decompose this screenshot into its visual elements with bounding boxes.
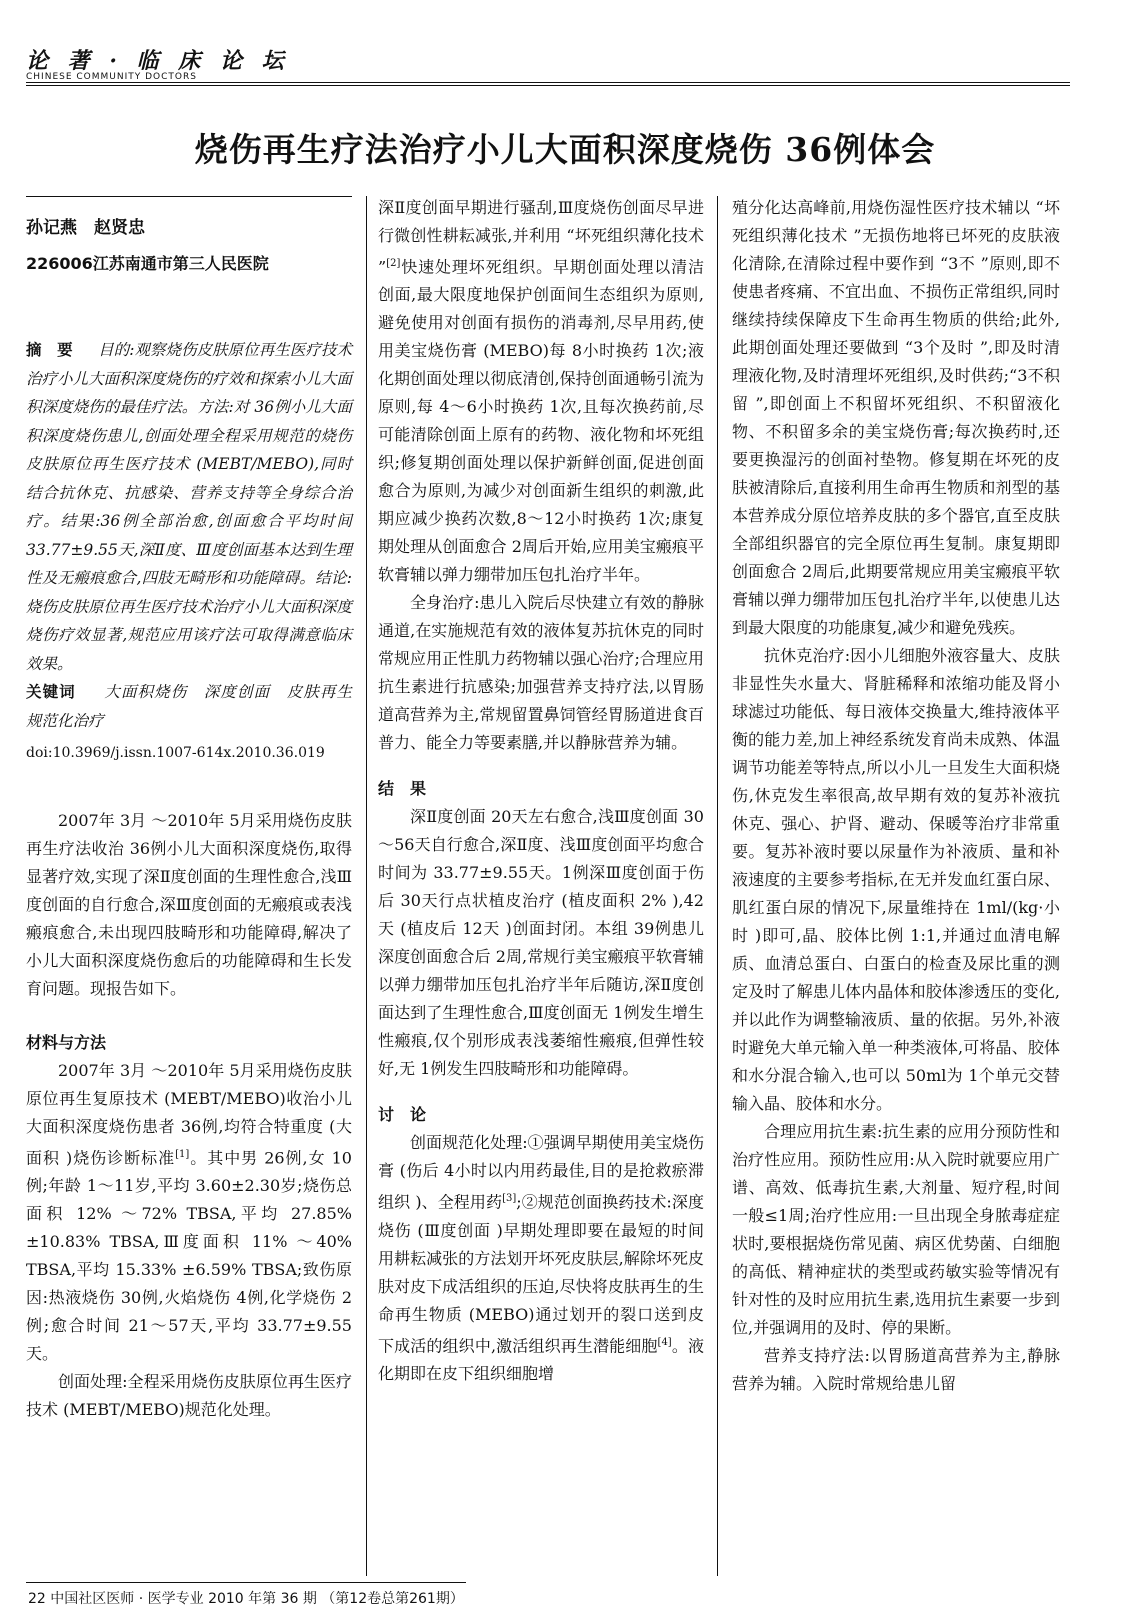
page-footer: 22 中国社区医师 · 医学专业 2010 年第 36 期 （第12卷总第261期） <box>28 1591 464 1607</box>
doi: doi:10.3969/j.issn.1007-614x.2010.36.019 <box>26 745 325 761</box>
abstract-label: 摘 要 <box>26 341 73 359</box>
intro-paragraph: 2007年 3月 ～2010年 5月采用烧伤皮肤再生疗法收治 36例小儿大面积深度烧伤,取得显著疗效,实现了深Ⅱ度创面的生理性愈合,浅Ⅲ度创面的自行愈合,深Ⅲ度创面的无瘢痕或表浅瘢痕愈合,未出现四肢畸形和功能障碍,解决了小儿大面积深度烧伤愈后的功能障碍和生长发育问题。现报告如下。 <box>26 811 352 998</box>
discussion-text-a: 创面规范化处理:①强调早期使用美宝烧伤膏 (伤后 4小时以内用药最佳,目的是抢救瘀滞组织 )、全程用药 <box>378 1133 704 1212</box>
section-title: 论 著 · 临 床 论 坛 <box>26 48 290 74</box>
materials-text-b: 。其中男 26例,女 10例;年龄 1～11岁,平均 3.60±2.30岁;烧伤总面积 12% ～72% TBSA,平均 27.85% ±10.83% TBSA,Ⅲ度面积 11% ～40% TBSA,平均 15.33% ±6.59% TBSA;致伤原因:热液烧伤 30例,火焰烧伤 4例,化学烧伤 2例;愈合时间 21～57天,平均 33.77±9.55天。 <box>26 1148 352 1364</box>
wound-paragraph-cont <box>378 194 704 589</box>
authors: 孙记燕 赵贤忠 <box>26 218 145 238</box>
journal-name-en: CHINESE COMMUNITY DOCTORS <box>26 72 197 82</box>
column-rule-2 <box>717 196 718 1576</box>
wound-text-a: 深Ⅱ度创面早期进行骚刮,Ⅲ度烧伤创面尽早进行微创性耕耘减张,并利用 “坏死组织薄化技术 ” <box>378 198 704 277</box>
materials-paragraph <box>26 1057 352 1368</box>
ref-4[interactable]: [4] <box>657 1336 672 1348</box>
nutrition-paragraph: 营养支持疗法:以胃肠道高营养为主,静脉营养为辅。入院时常规给患儿留 <box>732 1346 1060 1393</box>
ref-2[interactable]: [2] <box>386 258 401 269</box>
anti-shock-paragraph: 抗休克治疗:因小儿细胞外液容量大、皮肤非显性失水量大、肾脏稀释和浓缩功能及肾小球滤过功能低、每日液体交换量大,维持液体平衡的能力差,加上神经系统发育尚未成熟、体温调节功能差等特点,所以小儿一旦发生大面积烧伤,休克发生率很高,故早期有效的复苏补液抗休克、强心、护肾、避动、保暖等治疗非常重要。复苏补液时要以尿量作为补液质、量和补液速度的主要参考指标,在无并发血红蛋白尿、肌红蛋白尿的情况下,尿量维持在 1ml/(kg·小时 )即可,晶、胶体比例 1:1,并通过血清电解质、血清总蛋白、白蛋白的检查及尿比重的测定及时了解患儿体内晶体和胶体渗透压的变化,并以此作为调整输液质、量的依据。另外,补液时避免大单元输入单一种类液体,可将晶、胶体和水分混合输入,也可以 50ml为 1个单元交替输入晶、胶体和水分。 <box>732 646 1060 1113</box>
materials-text-a: 2007年 3月 ～2010年 5月采用烧伤皮肤原位再生复原技术 (MEBT/MEBO)收治小儿大面积深度烧伤患者 36例,均符合特重度 (大面积 )烧伤诊断标准 <box>26 1061 352 1168</box>
header-rule-2 <box>26 85 1070 86</box>
discussion-paragraph <box>378 1129 704 1388</box>
footer-rule <box>26 1582 466 1583</box>
column-rule-1 <box>366 196 367 1576</box>
keywords-text: 大面积烧伤 深度创面 皮肤再生 规范化治疗 <box>26 683 368 730</box>
header-rule <box>26 82 1070 83</box>
liquefaction-paragraph: 殖分化达高峰前,用烧伤湿性医疗技术辅以 “坏死组织薄化技术 ”无损伤地将已坏死的皮肤液化清除,在清除过程中要作到 “3不 ”原则,即不使患者疼痛、不宜出血、不损伤正常组织,同时继续持续保障皮下生命再生物质的供给;此外,此期创面处理还要做到 “3个及时 ”,即及时清理液化物,及时清理坏死组织,及时供药;“3不积留 ”,即创面上不积留坏死组织、不积留液化物、不积留多余的美宝烧伤膏;每次换药时,还要更换湿污的创面衬垫物。修复期在坏死的皮肤被清除后,直接利用生命再生物质和剂型的基本营养成分原位培养皮肤的多个器官,直至皮肤全部组织器官的完全原位再生复制。康复期即创面愈合 2周后,此期要常规应用美宝瘢痕平软膏辅以弹力绷带加压包扎治疗半年,以使患儿达到最大限度的功能康复,减少和避免残疾。 <box>732 198 1060 637</box>
column-3 <box>732 194 1060 1398</box>
discussion-heading: 讨 论 <box>378 1105 427 1125</box>
discussion-text-b: ;②规范创面换药技术:深度烧伤 (Ⅲ度创面 )早期处理即要在最短的时间用耕耘减张的方法划开坏死皮肤层,解除坏死皮肤对皮下成活组织的压迫,尽快将皮肤再生的生命再生物质 (MEBO)通过划开的裂口送到皮下成活的组织中,激活组织再生潜能细胞 <box>378 1192 704 1355</box>
antibiotics-paragraph: 合理应用抗生素:抗生素的应用分预防性和治疗性应用。预防性应用:从入院时就要应用广谱、高效、低毒抗生素,大剂量、短疗程,时间一般≤1周;治疗性应用:一旦出现全身脓毒症症状时,要根据烧伤常见菌、病区优势菌、白细胞的高低、精神症状的类型或药敏实验等情况有针对性的及时应用抗生素,选用抗生素要一步到位,并强调用的及时、停的果断。 <box>732 1122 1060 1337</box>
abstract <box>26 336 352 678</box>
results-paragraph: 深Ⅱ度创面 20天左右愈合,浅Ⅲ度创面 30～56天自行愈合,深Ⅱ度、浅Ⅲ度创面平均愈合时间为 33.77±9.55天。1例深Ⅲ度创面于伤后 30天行点状植皮治疗 (植皮面积 2% ),42天 (植皮后 12天 )创面封闭。本组 39例患儿深度创面愈合后 2周,常规行美宝瘢痕平软膏辅以弹力绷带加压包扎治疗半年后随访,深Ⅱ度创面达到了生理性愈合,Ⅲ度创面无 1例发生增生性瘢痕,仅个别形成表浅萎缩性瘢痕,但弹性较好,无 1例发生四肢畸形和功能障碍。 <box>378 807 704 1079</box>
keywords <box>26 678 368 735</box>
affiliation: 226006江苏南通市第三人民医院 <box>26 254 269 273</box>
author-top-rule <box>26 196 352 197</box>
abstract-text: 目的:观察烧伤皮肤原位再生医疗技术治疗小儿大面积深度烧伤的疗效和探索小儿大面积深度烧伤的最佳疗法。方法:对 36例小儿大面积深度烧伤患儿,创面处理全程采用规范的烧伤皮肤原位再生医疗技术 (MEBT/MEBO),同时结合抗休克、抗感染、营养支持等全身综合治疗。结果:36例全部治愈,创面愈合平均时间 33.77±9.55天,深Ⅱ度、Ⅲ度创面基本达到生理性及无瘢痕愈合,四肢无畸形和功能障碍。结论:烧伤皮肤原位再生医疗技术治疗小儿大面积深度烧伤疗效显著,规范应用该疗法可取得满意临床效果。 <box>26 341 352 673</box>
wound-text-b: 快速处理坏死组织。早期创面处理以清洁创面,最大限度地保护创面间生态组织为原则,避免使用对创面有损伤的消毒剂,尽早用药,使用美宝烧伤膏 (MEBO)每 8小时换药 1次;液化期创面处理以彻底清创,保持创面通畅引流为原则,每 4～6小时换药 1次,且每次换药前,尽可能清除创面上原有的药物、液化物和坏死组织;修复期创面处理以保护新鲜创面,促进创面愈合为原则,为减少对创面新生组织的刺激,此期应减少换药次数,8～12小时换药 1次;康复期处理从创面愈合 2周后开始,应用美宝瘢痕平软膏辅以弹力绷带加压包扎治疗半年。 <box>378 257 704 585</box>
results-heading: 结 果 <box>378 779 427 799</box>
column-1 <box>26 214 368 1424</box>
column-2 <box>378 194 704 1388</box>
wound-paragraph-start: 创面处理:全程采用烧伤皮肤原位再生医疗技术 (MEBT/MEBO)规范化处理。 <box>26 1372 352 1420</box>
article-title: 烧伤再生疗法治疗小儿大面积深度烧伤 36例体会 <box>194 130 936 169</box>
discussion-text-c: 。液化期即在皮下组织细胞增 <box>378 1335 704 1383</box>
keywords-label: 关键词 <box>26 683 76 701</box>
systemic-paragraph: 全身治疗:患儿入院后尽快建立有效的静脉通道,在实施规范有效的液体复苏抗休克的同时常规应用正性肌力药物辅以强心治疗;合理应用抗生素进行抗感染;加强营养支持疗法,以胃肠道高营养为主,常规留置鼻饲管经胃肠道进食百普力、能全力等要素膳,并以静脉营养为辅。 <box>378 593 704 753</box>
materials-heading: 材料与方法 <box>26 1033 107 1052</box>
ref-3[interactable]: [3] <box>502 1193 517 1205</box>
ref-1[interactable]: [1] <box>175 1149 190 1160</box>
